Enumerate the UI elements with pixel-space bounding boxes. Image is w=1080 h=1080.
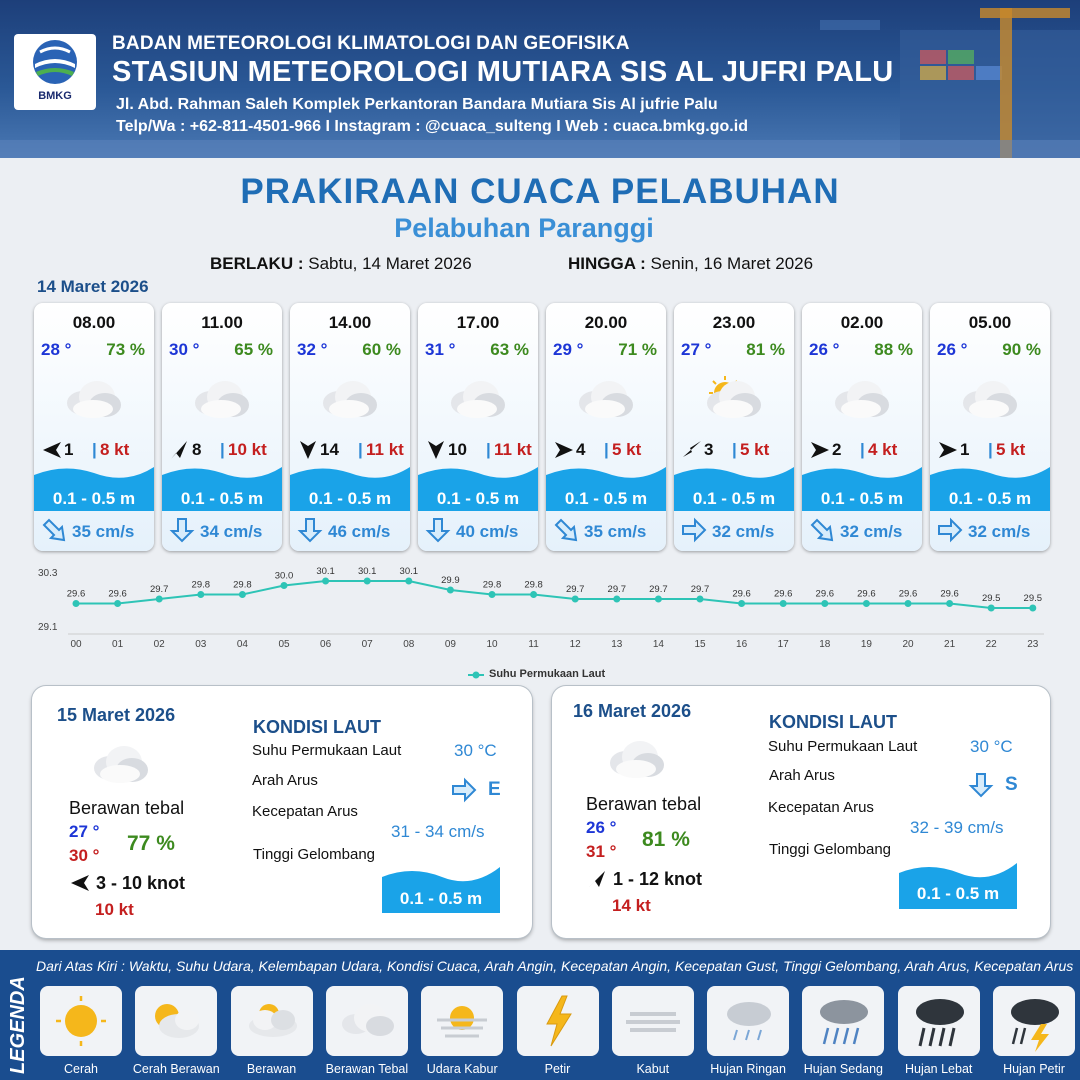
humidity: 90 %	[1002, 340, 1041, 359]
gust-separator: |	[358, 440, 363, 459]
current-arrow-south-icon	[968, 772, 994, 798]
svg-text:LEGENDA: LEGENDA	[7, 976, 29, 1074]
wind-direction-icon	[553, 439, 575, 461]
day2-sst-label: Suhu Permukaan Laut	[252, 742, 402, 759]
hujan-sedang-icon	[802, 986, 884, 1056]
humidity: 63 %	[490, 340, 529, 359]
day2-date: 15 Maret 2026	[57, 705, 176, 725]
humidity: 65 %	[234, 340, 273, 359]
x-tick-label: 09	[444, 639, 456, 650]
day3-current-speed: 32 - 39 cm/s	[910, 818, 1004, 837]
sst-data-label: 29.7	[649, 584, 668, 595]
x-tick-label: 12	[569, 639, 581, 650]
legend-label: Hujan Ringan	[710, 1062, 786, 1076]
cloud-thick-icon	[187, 375, 257, 423]
sst-data-point	[73, 600, 80, 607]
current-speed: 32 cm/s	[968, 522, 1031, 541]
current-speed: 32 cm/s	[712, 522, 775, 541]
sst-data-point	[156, 596, 163, 603]
day2-wind: 3 - 10 knot	[96, 873, 186, 893]
hourly-card	[802, 303, 922, 551]
day3-wave-label: Tinggi Gelombang	[769, 841, 892, 858]
berawan-icon	[231, 986, 313, 1056]
day2-sea-heading: KONDISI LAUT	[253, 717, 381, 737]
sst-data-label: 29.8	[524, 579, 543, 591]
x-tick-label: 17	[777, 639, 789, 650]
day3-humidity: 81 %	[642, 828, 690, 851]
x-tick-label: 00	[70, 639, 82, 650]
sst-data-label: 29.7	[607, 584, 627, 595]
hujan-lebat-icon	[898, 986, 980, 1056]
partly-cloudy-icon	[699, 375, 769, 423]
legend-item	[135, 986, 217, 1056]
wind-speed: 2	[832, 440, 842, 459]
cloud-thick-icon	[315, 375, 385, 423]
legend-label: Hujan Lebat	[904, 1062, 973, 1076]
legend-label: Hujan Sedang	[803, 1062, 883, 1076]
air-temperature: 29 °	[553, 340, 584, 359]
day2-temp-min: 27 °	[69, 822, 100, 841]
legend-item	[802, 986, 884, 1056]
cloud-thick-icon	[443, 375, 513, 423]
udara-kabur-icon	[421, 986, 503, 1056]
gust-speed: 11 kt	[494, 440, 532, 459]
day3-temp-max: 31 °	[586, 842, 617, 861]
sst-data-point	[114, 600, 121, 607]
day3-current-dir: S	[1005, 774, 1018, 795]
wind-speed: 3	[704, 440, 714, 459]
page-title: PRAKIRAAN CUACA PELABUHAN	[240, 172, 840, 211]
x-tick-label: 07	[361, 639, 373, 650]
day2-current-dir-label: Arah Arus	[252, 772, 318, 789]
day2-wave-height: 0.1 - 0.5 m	[399, 889, 483, 908]
sst-data-label: 30.1	[399, 566, 419, 577]
sst-series-line	[76, 581, 1033, 608]
wave-height: 0.1 - 0.5 m	[948, 489, 1032, 508]
sst-data-point	[281, 582, 288, 589]
day3-wind: 1 - 12 knot	[613, 869, 703, 889]
legend-item	[326, 986, 408, 1056]
wave-height: 0.1 - 0.5 m	[436, 489, 520, 508]
forecast-time: 14.00	[328, 313, 372, 332]
y-tick-label: 30.3	[38, 568, 58, 579]
sst-data-point	[364, 578, 371, 585]
x-tick-label: 14	[652, 639, 664, 650]
wind-arrow-icon	[70, 873, 90, 893]
x-tick-label: 03	[195, 639, 207, 650]
bmkg-logo	[14, 34, 96, 110]
sst-data-label: 29.6	[66, 588, 86, 600]
sst-data-label: 29.8	[482, 579, 502, 591]
humidity: 81 %	[746, 340, 785, 359]
sst-data-label: 29.6	[898, 588, 918, 600]
x-tick-label: 11	[528, 639, 539, 650]
legend-item	[612, 986, 694, 1056]
day3-wave-height: 0.1 - 0.5 m	[916, 884, 1000, 903]
wind-direction-icon	[937, 439, 959, 461]
day3-date: 16 Maret 2026	[573, 701, 692, 721]
cloud-thick-icon	[955, 375, 1025, 423]
x-tick-label: 20	[902, 639, 914, 650]
forecast-time: 11.00	[201, 313, 243, 332]
cloud-thick-icon	[59, 375, 129, 423]
cloud-thick-icon	[602, 735, 672, 783]
sst-data-label: 29.7	[149, 584, 169, 595]
current-speed: 35 cm/s	[584, 522, 647, 541]
header-banner	[0, 0, 1080, 158]
hourly-card	[674, 303, 794, 551]
valid-to	[568, 254, 813, 274]
day3-sea-heading: KONDISI LAUT	[769, 712, 897, 732]
legend-title	[4, 960, 34, 1078]
gust-separator: |	[988, 440, 993, 459]
air-temperature: 26 °	[937, 340, 968, 359]
x-tick-label: 05	[278, 639, 290, 650]
day2-current-speed: 31 - 34 cm/s	[391, 822, 485, 841]
x-tick-label: 18	[819, 639, 831, 650]
hujan-petir-icon	[993, 986, 1075, 1056]
agency-name: BADAN METEOROLOGI KLIMATOLOGI DAN GEOFISIKA	[112, 33, 630, 54]
legend-label: Cerah	[63, 1062, 99, 1076]
sst-data-label: 29.5	[1023, 593, 1043, 604]
sst-data-label: 29.6	[815, 588, 835, 600]
kabut-icon	[612, 986, 694, 1056]
sst-data-label: 29.8	[233, 579, 252, 591]
day3-current-speed-label: Kecepatan Arus	[768, 799, 874, 816]
x-tick-label: 06	[320, 639, 332, 650]
valid-to-value: Senin, 16 Maret 2026	[650, 254, 814, 273]
sst-data-point	[946, 600, 953, 607]
sst-data-label: 29.6	[857, 588, 876, 600]
gust-separator: |	[860, 440, 865, 459]
x-tick-label: 19	[860, 639, 872, 650]
sst-data-point	[863, 600, 870, 607]
gust-speed: 5 kt	[612, 440, 642, 459]
current-direction-icon	[424, 517, 452, 543]
legend-item	[40, 986, 122, 1056]
sst-data-point	[447, 587, 454, 594]
x-tick-label: 01	[112, 639, 124, 650]
gust-speed: 11 kt	[366, 440, 404, 459]
gust-separator: |	[220, 440, 225, 459]
gust-separator: |	[486, 440, 491, 459]
gust-speed: 5 kt	[740, 440, 770, 459]
wind-speed: 14	[320, 440, 339, 459]
sst-data-point	[613, 596, 620, 603]
cloud-thick-icon	[571, 375, 641, 423]
wind-direction-icon	[809, 439, 831, 461]
hourly-card	[290, 303, 410, 551]
wind-speed: 8	[192, 440, 202, 459]
air-temperature: 31 °	[425, 340, 456, 359]
sst-chart	[30, 560, 1050, 685]
gust-speed: 10 kt	[228, 440, 267, 459]
legend-item	[421, 986, 503, 1056]
sst-data-label: 29.6	[940, 588, 959, 600]
sst-data-point	[530, 591, 537, 598]
sst-data-label: 29.6	[773, 588, 793, 600]
x-tick-label: 10	[486, 639, 498, 650]
day2-current-dir: E	[488, 779, 501, 800]
sst-data-label: 30.1	[316, 566, 335, 577]
port-name: Pelabuhan Paranggi	[394, 213, 654, 243]
wave-height: 0.1 - 0.5 m	[308, 489, 392, 508]
x-tick-label: 15	[694, 639, 706, 650]
legend-label: Hujan Petir	[1003, 1062, 1065, 1076]
y-tick-label: 29.1	[38, 622, 58, 633]
humidity: 71 %	[618, 340, 657, 359]
sst-data-label: 29.5	[981, 593, 1001, 604]
day3-gust: 14 kt	[612, 896, 651, 915]
petir-icon	[517, 986, 599, 1056]
sst-data-point	[905, 600, 912, 607]
current-speed: 40 cm/s	[456, 522, 519, 541]
wind-speed: 4	[576, 440, 586, 459]
legend-item	[231, 986, 313, 1056]
air-temperature: 27 °	[681, 340, 712, 359]
current-speed: 35 cm/s	[72, 522, 135, 541]
legend-label: Berawan	[246, 1062, 297, 1076]
day2-humidity: 77 %	[127, 832, 175, 855]
x-tick-label: 23	[1027, 639, 1039, 650]
legend-label: Petir	[544, 1062, 571, 1076]
day2-gust: 10 kt	[95, 900, 134, 919]
current-speed: 34 cm/s	[200, 522, 263, 541]
valid-from	[210, 254, 472, 274]
x-tick-label: 08	[403, 639, 415, 650]
cloud-thick-icon	[827, 375, 897, 423]
current-speed: 32 cm/s	[840, 522, 903, 541]
hourly-card	[418, 303, 538, 551]
sst-data-label: 29.9	[441, 575, 460, 586]
current-direction-icon	[808, 517, 836, 543]
legend-item	[707, 986, 789, 1056]
sst-data-label: 30.1	[357, 566, 377, 577]
sst-data-point	[572, 596, 579, 603]
day3-temp-min: 26 °	[586, 818, 617, 837]
sst-data-point	[322, 578, 329, 585]
sst-data-point	[489, 591, 496, 598]
day2-current-speed-label: Kecepatan Arus	[252, 803, 358, 820]
day2-sst-value: 30 °C	[454, 741, 497, 760]
forecast-time: 05.00	[968, 313, 1012, 332]
wave-height: 0.1 - 0.5 m	[564, 489, 648, 508]
gust-separator: |	[732, 440, 737, 459]
sst-legend-label: Suhu Permukaan Laut	[489, 668, 606, 680]
x-tick-label: 02	[153, 639, 165, 650]
sst-data-point	[197, 591, 204, 598]
wind-speed: 1	[64, 440, 74, 459]
sst-data-point	[239, 591, 246, 598]
sst-data-point	[1029, 605, 1036, 612]
gust-speed: 4 kt	[868, 440, 898, 459]
wave-height: 0.1 - 0.5 m	[692, 489, 776, 508]
day3-current-dir-label: Arah Arus	[769, 767, 835, 784]
legend-label: Udara Kabur	[426, 1062, 498, 1076]
humidity: 60 %	[362, 340, 401, 359]
sst-data-point	[780, 600, 787, 607]
sst-data-label: 29.6	[108, 588, 127, 600]
forecast-time: 08.00	[72, 313, 116, 332]
day2-wave-label: Tinggi Gelombang	[253, 846, 376, 863]
forecast-time: 17.00	[456, 313, 500, 332]
forecast-time: 23.00	[712, 313, 756, 332]
day2-condition: Berawan tebal	[69, 798, 185, 818]
air-temperature: 28 °	[41, 340, 72, 359]
sst-data-label: 29.6	[732, 588, 751, 600]
air-temperature: 30 °	[169, 340, 200, 359]
cloud-thick-icon	[86, 740, 156, 788]
wind-direction-icon	[169, 439, 191, 461]
legend-item	[898, 986, 980, 1056]
x-tick-label: 22	[985, 639, 997, 650]
sst-data-label: 29.7	[690, 584, 710, 595]
current-direction-icon	[168, 517, 196, 543]
wave-height: 0.1 - 0.5 m	[52, 489, 136, 508]
hourly-card	[162, 303, 282, 551]
sst-data-point	[988, 605, 995, 612]
sst-data-point	[405, 578, 412, 585]
wave-height: 0.1 - 0.5 m	[180, 489, 264, 508]
day2-temp-max: 30 °	[69, 846, 100, 865]
air-temperature: 32 °	[297, 340, 328, 359]
day3-sst-value: 30 °C	[970, 737, 1013, 756]
humidity: 73 %	[106, 340, 145, 359]
wave-height: 0.1 - 0.5 m	[820, 489, 904, 508]
wind-direction-icon	[297, 439, 319, 461]
wind-direction-icon	[41, 439, 63, 461]
forecast-time: 02.00	[840, 313, 884, 332]
station-name: STASIUN METEOROLOGI MUTIARA SIS AL JUFRI PALU	[112, 56, 894, 88]
sst-data-label: 29.8	[191, 579, 211, 591]
sst-data-point	[738, 600, 745, 607]
legend-item	[517, 986, 599, 1056]
cerah-icon	[40, 986, 122, 1056]
sst-data-point	[655, 596, 662, 603]
hujan-ringan-icon	[707, 986, 789, 1056]
sst-data-point	[821, 600, 828, 607]
day1-date: 14 Maret 2026	[37, 277, 149, 296]
current-direction-icon	[296, 517, 324, 543]
valid-to-label: HINGGA :	[568, 254, 646, 273]
forecast-time: 20.00	[584, 313, 628, 332]
wind-arrow-icon	[587, 869, 607, 889]
current-direction-icon	[680, 517, 708, 543]
current-direction-icon	[552, 517, 580, 543]
wind-direction-icon	[425, 439, 447, 461]
air-temperature: 26 °	[809, 340, 840, 359]
sst-data-point	[697, 596, 704, 603]
legend-label: Berawan Tebal	[325, 1062, 409, 1076]
x-tick-label: 16	[736, 639, 748, 650]
cerah-berawan-icon	[135, 986, 217, 1056]
bmkg-logo-icon	[14, 34, 96, 90]
legend-description: Dari Atas Kiri : Waktu, Suhu Udara, Kelembapan Udara, Kondisi Cuaca, Arah Angin, Kecepatan Angin, Kecepatan Gust, Tinggi Gelombang, Arah Arus, Kecepatan Arus	[36, 958, 1074, 974]
valid-from-value: Sabtu, 14 Maret 2026	[308, 254, 472, 273]
x-tick-label: 21	[944, 639, 956, 650]
day3-condition: Berawan tebal	[586, 794, 702, 814]
legend-item	[993, 986, 1075, 1056]
hourly-card	[34, 303, 154, 551]
gust-speed: 5 kt	[996, 440, 1026, 459]
berawan-tebal-icon	[326, 986, 408, 1056]
wind-direction-icon	[681, 439, 703, 461]
current-direction-icon	[40, 517, 68, 543]
wind-speed: 10	[448, 440, 467, 459]
legend-label: Kabut	[636, 1062, 670, 1076]
hourly-card	[930, 303, 1050, 551]
hourly-card	[546, 303, 666, 551]
humidity: 88 %	[874, 340, 913, 359]
gust-speed: 8 kt	[100, 440, 130, 459]
station-contact: Telp/Wa : +62-811-4501-966 I Instagram : @cuaca_sulteng I Web : cuaca.bmkg.go.id	[116, 118, 748, 135]
sst-legend-marker	[466, 668, 486, 682]
current-direction-icon	[936, 517, 964, 543]
sst-data-label: 30.0	[274, 570, 294, 582]
station-address: Jl. Abd. Rahman Saleh Komplek Perkantoran Bandara Mutiara Sis Al jufrie Palu	[116, 96, 718, 113]
gust-separator: |	[604, 440, 609, 459]
logo-text: BMKG	[38, 90, 72, 102]
current-speed: 46 cm/s	[328, 522, 391, 541]
wind-speed: 1	[960, 440, 970, 459]
legend-label: Cerah Berawan	[132, 1062, 220, 1076]
valid-from-label: BERLAKU :	[210, 254, 304, 273]
current-arrow-east-icon	[451, 777, 477, 803]
x-tick-label: 13	[611, 639, 623, 650]
sst-data-label: 29.7	[565, 584, 585, 595]
gust-separator: |	[92, 440, 97, 459]
x-tick-label: 04	[236, 639, 248, 650]
day3-sst-label: Suhu Permukaan Laut	[768, 738, 918, 755]
